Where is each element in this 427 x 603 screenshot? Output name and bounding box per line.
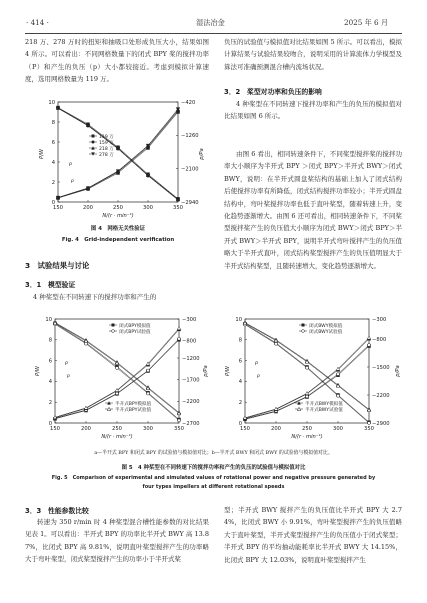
fig4-y2tick-label: −1260: [181, 133, 199, 140]
fig5b-y2label: p/Pa: [395, 365, 401, 377]
fig4-caption-en: Fig. 4 Grid-independent verification: [61, 237, 175, 243]
fig5b-legend-bottom: [295, 400, 343, 413]
fig5b-point: [368, 422, 371, 425]
fig4-label-P: P: [69, 163, 72, 168]
fig4-y2label: p/Pa: [199, 148, 205, 160]
fig4-plot-frame: [58, 102, 178, 202]
fig4-caption-cn: 图 4 网格无关性验证: [90, 226, 146, 232]
fig4-y2tick-label: −2940: [181, 199, 199, 206]
fig4-series-line: [58, 108, 178, 200]
fig5b-y2tick-label: −2200: [372, 392, 390, 399]
fig5b-legend-0: 闭式BWY模拟值: [309, 324, 343, 329]
figure-5a-chart: [25, 313, 211, 443]
fig5a-legend-3: 半开式BPY试验值: [115, 408, 152, 413]
fig5a-legend-0: 闭式BPY模拟值: [119, 324, 151, 329]
header-rule: [25, 33, 402, 34]
fig4-xtick-label: 150: [53, 205, 63, 211]
journal-name: 湿法冶金: [196, 18, 225, 27]
fig4-ylabel: P/W: [39, 148, 45, 160]
fig5b-y2tick-label: −800: [372, 336, 387, 343]
fig5a-xtick-label: 250: [112, 426, 122, 432]
fig5a-ytick-label: 8: [48, 337, 52, 344]
fig5-caption-cn: 图 5 4 种桨型在不同转速下的搅拌功率和产生的负压的试验值与模拟值对比: [121, 465, 306, 471]
fig5b-label-P: P: [255, 362, 258, 367]
fig5b-point: [337, 394, 340, 397]
section-3-3-text: 转速为 350 r/min 时 4 种桨型混合槽性能参数的对比结果见表 1。可以看出：半开式 BPY 的功率比半开式 BWY 高 13.87%，比闭式 BPY 高 9.81%，说明直叶桨型搅拌产生的功率略大于弯叶桨型，闭式桨型搅拌产生的功率小于半开式桨: [25, 518, 209, 564]
fig4-ytick-label: 6: [51, 139, 55, 146]
fig5a-ytick-label: 2: [48, 400, 52, 406]
fig5b-y2tick-label: −2900: [372, 420, 390, 427]
fig4-xtick-label: 250: [113, 205, 123, 211]
fig5a-xtick-label: 300: [143, 426, 153, 432]
section-3-2-text-a: 4 种桨型在不同转速下搅拌功率和产生的负压的模拟值对比结果如图 6 所示。: [224, 100, 402, 121]
section-3-2-text-b: 由图 6 看出，相同转速条件下，不同桨型搅拌桨的搅拌功率大小顺序为半开式 BPY ＞闭式 BPY＞半开式 BWY＞闭式 BWY，说明：在半开式圆盘桨结构的基础上加入了闭式结构后使搅拌功率有所降低，闭式结构搅拌功率较小；半开式圆盘结构中，弯叶桨搅拌功率也低于直叶桨型，随着转速上升，变化趋势逐渐增大。由图 6 还可看出，相同转速条件下，不同桨型搅拌桨产生的负压值大小顺序为闭式 BWY＞闭式 BPY＞半开式 BWY＞半开式 BPY，说明半开式弯叶搅拌产生的负压值略大于半开式直叶，闭式结构桨型搅拌产生的负压值明显大于半开式结构桨型，且随转速增大，变化趋势逐渐增大。: [224, 150, 402, 270]
fig5a-point: [178, 419, 181, 422]
figure-5b-chart: [215, 313, 403, 443]
fig5b-ytick-label: 10: [235, 316, 242, 323]
fig4-xtick-label: 300: [143, 205, 153, 211]
fig5a-ylabel: P/W: [35, 365, 41, 377]
issue-date: 2025 年 6 月: [344, 18, 389, 27]
fig5a-ytick-label: 0: [48, 420, 52, 427]
fig5b-y2tick-label: −1500: [372, 364, 390, 371]
fig5a-y2label: p/Pa: [203, 365, 209, 377]
fig5a-ytick-label: 6: [48, 358, 52, 365]
fig5b-point: [367, 336, 371, 339]
fig5a-legend-1: 闭式BPY试验值: [119, 330, 151, 335]
fig5b-ytick-label: 6: [238, 358, 242, 365]
fig4-series-line: [58, 108, 178, 199]
fig5a-point: [147, 369, 150, 372]
fig5a-ytick-label: 10: [45, 316, 52, 323]
figure-4-chart: [25, 96, 211, 220]
fig5b-ytick-label: 8: [238, 337, 242, 344]
fig5a-legend-2: 半开式BPY模拟值: [115, 402, 152, 407]
fig5b-ylabel: P/W: [225, 365, 231, 377]
fig5b-xtick-label: 150: [240, 426, 250, 432]
fig5b-ytick-label: 4: [238, 379, 242, 386]
fig5a-xtick-label: 350: [174, 426, 184, 432]
fig5a-legend-top: [109, 322, 151, 335]
fig5a-xtick-label: 200: [81, 426, 91, 432]
fig4-ytick-label: 0: [51, 199, 55, 206]
fig5a-xtick-label: 150: [50, 426, 60, 432]
fig5b-xtick-label: 250: [302, 426, 312, 432]
fig5b-xtick-label: 300: [333, 426, 343, 432]
right-top-paragraph: 负压的试验值与模拟值对比结果如图 5 所示。可以看出，模拟计算结果与试验结果较吻合，说明采用的计算流体力学模型及算法可准确预测混合槽内流场状况。: [224, 38, 402, 71]
fig5b-xtick-label: 350: [364, 426, 374, 432]
fig4-ytick-label: 2: [51, 179, 55, 186]
fig5a-label-P: P: [65, 362, 68, 367]
fig5a-y2tick-label: −800: [182, 338, 197, 345]
fig5a-label-p: p: [67, 374, 70, 379]
subsection-3-1-title: 3．1 模型验证: [25, 281, 76, 289]
section-3-3-text-cont: 型；半开式 BWY 搅拌产生的负压值比半开式 BPY 大 2.74%，比闭式 BWY 小 9.91%，弯叶桨型搅拌产生的负压值略大于直叶桨型，半开式桨型搅拌产生的负压值小于闭式桨型；半开式 BPY 的平均抽动能耗率比半开式 BWY 大 14.15%，比闭式 BPY 大 12.03%，说明直叶桨型搅拌产生: [224, 506, 402, 564]
fig5b-xlabel: N/(r · min⁻¹): [291, 434, 323, 440]
fig5a-y2tick-label: −2700: [182, 420, 200, 427]
fig4-legend-159: 159 万: [99, 141, 114, 146]
fig4-legend-218: 218 万: [99, 147, 114, 152]
fig5-caption-en-1: Fig. 5 Comparison of experimental and simulated values of rotational power and negative pressure generated by: [51, 475, 376, 481]
subsection-3-2-title: 3．2 桨型对功率和负压的影响: [224, 88, 322, 96]
fig5-subcaption: a—半开式 BPY 和闭式 BPY 的试验值与模拟值对比；b—半开式 BWY 和闭式 BWY 的试验值与模拟值对比。: [94, 450, 333, 456]
fig5b-legend-2: 半开式BWY模拟值: [305, 402, 343, 407]
fig4-label-p: p: [71, 179, 74, 184]
fig5b-point: [368, 344, 371, 347]
fig5a-y2tick-label: −2200: [182, 399, 200, 406]
fig5b-ytick-label: 0: [238, 420, 242, 427]
fig5a-ytick-label: 4: [48, 379, 52, 386]
fig4-xtick-label: 200: [83, 205, 93, 211]
fig5a-point: [177, 327, 181, 330]
fig5b-point: [275, 342, 278, 345]
fig4-ytick-label: 10: [48, 99, 55, 106]
fig4-legend-119: 119 万: [99, 135, 114, 140]
fig5a-point: [147, 392, 150, 395]
fig5a-y2tick-label: −1200: [182, 355, 200, 362]
fig4-marks: [56, 106, 180, 202]
fig5b-legend-3: 半开式BWY试验值: [305, 408, 343, 413]
fig5-caption-en-2: four types impellers at different rotational speeds: [142, 484, 285, 490]
fig5a-y2tick-label: −300: [182, 316, 197, 323]
fig5a-point: [178, 337, 181, 340]
fig5a-point: [116, 366, 119, 369]
fig5b-point: [306, 366, 309, 369]
fig5b-ytick-label: 2: [238, 400, 242, 406]
fig4-xtick-label: 350: [173, 205, 183, 211]
fig5b-y2tick-label: −300: [372, 316, 387, 323]
page-number: · 414 ·: [26, 18, 49, 27]
subsection-3-3-title: 3．3 性能参数比较: [25, 507, 89, 515]
fig5b-point: [337, 373, 340, 376]
fig5a-legend-bottom: [105, 400, 152, 413]
fig5b-legend-1: 闭式BWY试验值: [309, 330, 343, 335]
fig4-y2tick-label: −2100: [181, 166, 199, 173]
fig5a-xlabel: N/(r · min⁻¹): [101, 434, 133, 440]
intro-paragraph: 218 万、278 万时的扭矩和抽吸口处形成负压大小，结果如图 4 所示。可以看出：不同网格数量下的闭式 BPY 桨的搅拌功率（P）和产生的负压（p）大小都较接近。考虑到模拟计算速度，选用网格数量为 119 万。: [25, 38, 209, 84]
fig5b-label-p: p: [257, 374, 260, 379]
fig5b-xtick-label: 200: [271, 426, 281, 432]
fig4-ytick-label: 4: [51, 159, 55, 166]
fig4-legend: [89, 134, 114, 158]
fig4-xlabel: N/(r · min⁻¹): [102, 213, 134, 219]
fig4-legend-278: 278 万: [99, 153, 114, 158]
fig5a-y2tick-label: −1700: [182, 377, 200, 384]
fig5b-legend-top: [299, 322, 343, 335]
section-3-title: 3 试验结果与讨论: [25, 261, 90, 270]
section-3-1-text: 4 种桨型在不同转速下的搅拌功率和产生的: [33, 293, 157, 301]
fig4-ytick-label: 8: [51, 119, 55, 126]
fig4-y2tick-label: −420: [181, 99, 196, 106]
